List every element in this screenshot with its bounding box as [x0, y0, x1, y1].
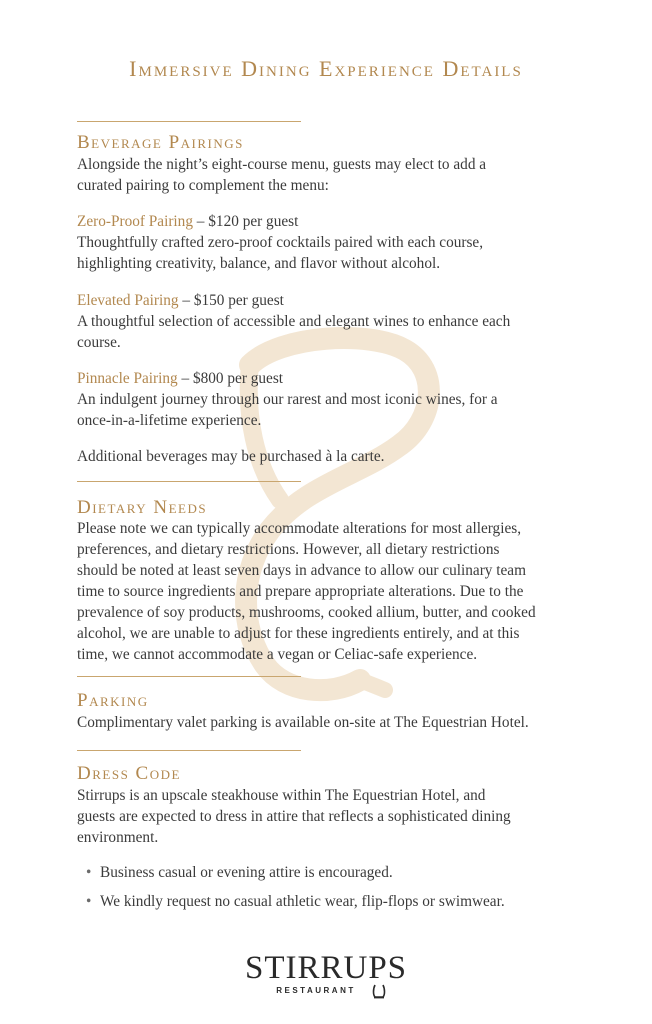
list-item [86, 891, 606, 912]
section-divider [77, 481, 301, 482]
dress-text [77, 785, 587, 848]
pairing-description-line: Thoughtfully crafted zero-proof cocktails paired with each course, [77, 234, 484, 251]
dietary-heading: Dietary Needs [77, 497, 208, 518]
beverage-intro-line: curated pairing to complement the menu: [77, 177, 329, 194]
parking-text: Complimentary valet parking is available on-site at The Equestrian Hotel. [77, 714, 529, 731]
dietary-line: Please note we can typically accommodate alterations for most allergies, [77, 520, 522, 537]
dress-line: environment. [77, 829, 159, 846]
dress-line: guests are expected to dress in attire that reflects a sophisticated dining [77, 808, 511, 825]
dietary-line: time, we cannot accommodate a vegan or Celiac-safe experience. [77, 646, 478, 663]
dress-heading: Dress Code [77, 763, 181, 784]
beverage-additional-note: Additional beverages may be purchased à la carte. [77, 448, 385, 465]
pairing-title [77, 211, 587, 232]
pairing-pinnacle [77, 368, 587, 431]
pairing-elevated [77, 290, 587, 353]
dietary-line: time to source ingredients and prepare appropriate alterations. Due to the [77, 583, 524, 600]
bullet-icon: • [86, 893, 92, 910]
pairing-description-line: highlighting creativity, balance, and flavor without alcohol. [77, 255, 441, 272]
pairing-price: – $120 per guest [192, 213, 299, 230]
pairing-description-line: A thoughtful selection of accessible and elegant wines to enhance each [77, 313, 511, 330]
pairing-name: Zero-Proof Pairing [77, 213, 193, 230]
pairing-title [77, 290, 587, 311]
stirrup-icon [372, 983, 386, 999]
pairing-price: – $150 per guest [178, 292, 284, 309]
dress-line: Stirrups is an upscale steakhouse within The Equestrian Hotel, and [77, 787, 486, 804]
stirrups-logo [0, 950, 652, 995]
list-item [86, 862, 606, 883]
logo-subtitle: RESTAURANT [276, 986, 356, 995]
pairing-price: – $800 per guest [177, 370, 284, 387]
pairing-description-line: An indulgent journey through our rarest and most iconic wines, for a [77, 391, 498, 408]
parking-heading: Parking [77, 690, 149, 711]
beverage-intro [77, 154, 587, 196]
section-divider [77, 750, 301, 751]
beverage-heading: Beverage Pairings [77, 132, 244, 153]
pairing-zero-proof [77, 211, 587, 274]
logo-wordmark: STIRRUPS [244, 950, 408, 986]
section-divider [77, 121, 301, 122]
dietary-line: preferences, and dietary restrictions. However, all dietary restrictions [77, 541, 500, 558]
section-divider [77, 676, 301, 677]
dress-bullet-list [86, 862, 606, 920]
bullet-icon: • [86, 864, 92, 881]
list-item-text: We kindly request no casual athletic wear, flip-flops or swimwear. [100, 893, 505, 910]
pairing-description-line: course. [77, 334, 121, 351]
pairing-name: Pinnacle Pairing [77, 370, 178, 387]
dietary-line: alcohol, we are unable to adjust for these ingredients entirely, and at this [77, 625, 520, 642]
dietary-line: prevalence of soy products, mushrooms, cooked allium, butter, and cooked [77, 604, 536, 621]
dietary-line: should be noted at least seven days in advance to allow our culinary team [77, 562, 526, 579]
beverage-intro-line: Alongside the night’s eight-course menu, guests may elect to add a [77, 156, 487, 173]
pairing-description-line: once-in-a-lifetime experience. [77, 412, 262, 429]
pairing-title [77, 368, 587, 389]
dietary-text [77, 518, 587, 665]
list-item-text: Business casual or evening attire is encouraged. [100, 864, 393, 881]
pairing-name: Elevated Pairing [77, 292, 179, 309]
page-title: Immersive Dining Experience Details [129, 56, 523, 81]
